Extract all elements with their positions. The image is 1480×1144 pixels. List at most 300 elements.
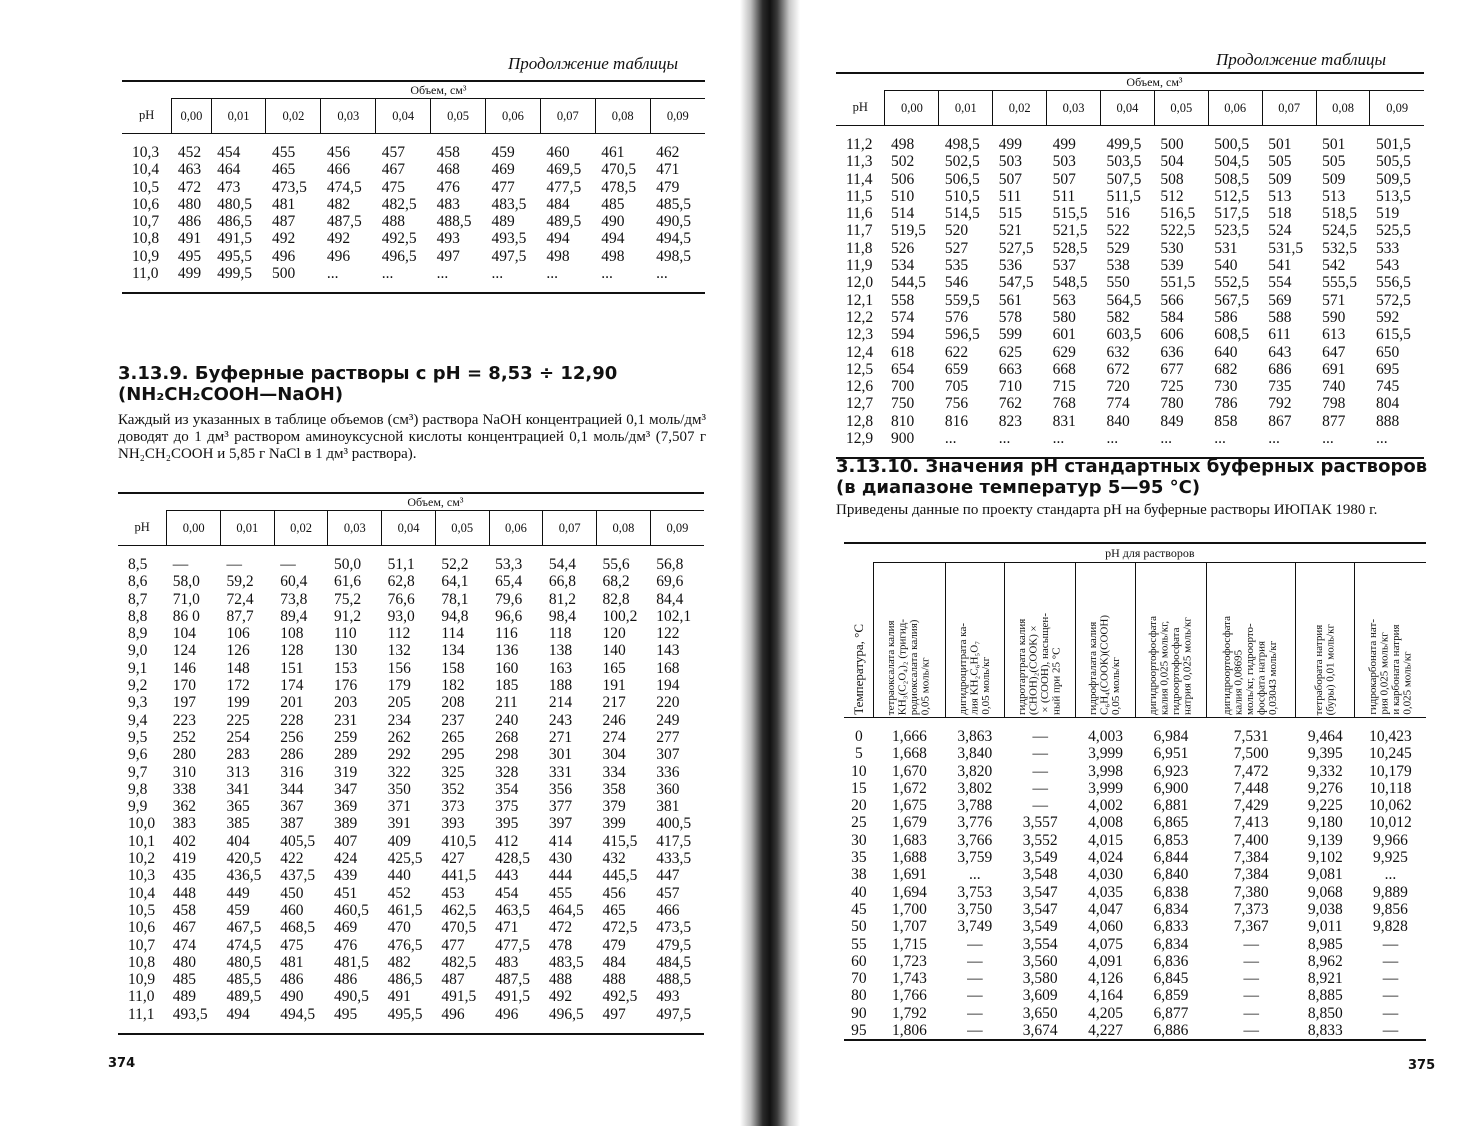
ph-value-cell: 1,715 xyxy=(892,935,927,953)
volume-cell: 498,5 xyxy=(944,136,980,153)
volume-cell: 672 xyxy=(1106,360,1130,378)
ph-value-cell: 6,836 xyxy=(1153,952,1189,970)
ph-value-cell: 6,865 xyxy=(1153,814,1189,832)
ph-value-cell: 10,179 xyxy=(1369,762,1412,780)
volume-cell: 65,4 xyxy=(495,573,523,591)
ph-value-cell: 3,802 xyxy=(957,779,993,797)
temperature-cell: 45 xyxy=(851,900,867,918)
ph-value-cell: 9,102 xyxy=(1307,849,1343,867)
ph-value-cell: 1,666 xyxy=(892,728,927,745)
volume-cell: 485 xyxy=(601,195,625,213)
volume-cell: 483,5 xyxy=(491,195,527,213)
volume-cell: 629 xyxy=(1052,343,1076,361)
volume-cell: 358 xyxy=(602,780,626,798)
volume-cell: 792 xyxy=(1268,395,1292,413)
volume-cell: 481 xyxy=(271,195,296,213)
table-row xyxy=(836,344,1424,361)
volume-cell: 491,5 xyxy=(217,230,252,248)
volume-cell: 160 xyxy=(495,659,519,677)
volume-cell: 473,5 xyxy=(271,178,307,196)
volume-cell: 50,0 xyxy=(333,556,362,573)
ph-value-cell: 3,766 xyxy=(957,831,993,849)
column-header: дигидроортофосфата калия 0,025 моль/кг, гидроортофосфата натрия 0,025 моль/кг xyxy=(1135,563,1207,718)
volume-cell: 473,5 xyxy=(656,919,692,937)
ph-value-cell: 6,833 xyxy=(1153,918,1189,936)
volume-cell: 395 xyxy=(495,815,519,833)
volume-cell: 447 xyxy=(656,867,680,885)
column-header: 0,00 xyxy=(167,511,221,546)
column-header: дигидроортофосфата калия 0,08695 моль/кг, гидроорто- фосфата натрия 0,03043 моль/кг xyxy=(1207,563,1296,718)
ph-value-cell: — xyxy=(1243,935,1259,953)
ph-value-cell: 3,998 xyxy=(1088,762,1123,780)
ph-value-cell: — xyxy=(1382,970,1399,988)
section-title: 3.13.9. Буферные растворы с pH = 8,53 ÷ 12,90 (NH₂CH₂COOH—NaOH) xyxy=(118,363,618,405)
volume-cell: 341 xyxy=(226,780,250,798)
ph-value-cell: — xyxy=(1032,728,1048,745)
volume-cell: 494 xyxy=(546,230,570,248)
ph-cell: 11,2 xyxy=(846,136,873,153)
volume-cell: 310 xyxy=(172,763,197,781)
table-row xyxy=(844,936,1426,953)
volume-cell: 477,5 xyxy=(546,178,582,196)
volume-cell: 504,5 xyxy=(1214,153,1250,171)
ph-value-cell: 4,003 xyxy=(1088,728,1123,745)
volume-cell: 601 xyxy=(1052,326,1076,344)
volume-cell: 512,5 xyxy=(1214,187,1250,205)
volume-cell: 73,8 xyxy=(280,590,308,608)
section-title: 3.13.10. Значения pH стандартных буферных растворов (в диапазоне температур 5—95 °C) xyxy=(836,456,1428,498)
volume-cell: 484 xyxy=(546,195,570,213)
volume-cell: — xyxy=(280,556,296,573)
ph-value-cell: 9,139 xyxy=(1307,831,1343,849)
volume-cell: 301 xyxy=(548,746,573,764)
ph-value-cell: 1,670 xyxy=(892,762,927,780)
volume-cell: 64,1 xyxy=(441,573,469,591)
volume-cell: 435 xyxy=(172,867,197,885)
ph-value-cell: 1,668 xyxy=(892,745,927,763)
volume-cell: 124 xyxy=(172,642,197,660)
volume-cell: 521,5 xyxy=(1052,222,1088,240)
volume-cell: 387 xyxy=(280,815,304,833)
table-row xyxy=(844,884,1426,901)
volume-cell: 283 xyxy=(226,746,250,764)
table-row xyxy=(118,971,704,988)
volume-cell: 496 xyxy=(495,1005,519,1023)
ph-cell: 12,7 xyxy=(846,395,874,413)
volume-cell: 488 xyxy=(381,213,405,231)
volume-cell: 55,6 xyxy=(602,556,630,573)
column-header: 0,09 xyxy=(1370,91,1424,126)
volume-cell: 479 xyxy=(602,936,626,954)
table-row xyxy=(844,918,1426,935)
volume-cell: 156 xyxy=(387,659,411,677)
volume-cell: 849 xyxy=(1160,412,1184,430)
ph-value-cell: 4,205 xyxy=(1088,1004,1123,1022)
ph-value-cell: 3,863 xyxy=(957,728,993,745)
volume-cell: 68,2 xyxy=(602,573,630,591)
volume-cell: 756 xyxy=(944,395,969,413)
volume-cell: 433,5 xyxy=(656,850,692,868)
volume-cell: 59,2 xyxy=(226,573,254,591)
volume-cell: 367 xyxy=(280,798,304,816)
volume-cell: 470,5 xyxy=(441,919,477,937)
volume-cell: 596,5 xyxy=(944,326,980,344)
volume-cell: ... xyxy=(656,265,668,283)
column-header: 0,06 xyxy=(489,511,543,546)
volume-cell: 208 xyxy=(441,694,465,712)
ph-value-cell: 3,999 xyxy=(1088,745,1123,763)
volume-cell: 511 xyxy=(998,187,1022,205)
table-row xyxy=(836,222,1424,239)
volume-cell: 474,5 xyxy=(226,936,262,954)
volume-cell: 492 xyxy=(548,988,573,1006)
volume-cell: 454 xyxy=(495,884,519,902)
ph-value-cell: 7,380 xyxy=(1233,883,1269,901)
ph-value-cell: 4,002 xyxy=(1088,797,1123,815)
ph-value-cell: 7,373 xyxy=(1233,900,1269,918)
volume-cell: 379 xyxy=(602,798,626,816)
ph-cell: 11,0 xyxy=(132,265,159,283)
temperature-cell: 90 xyxy=(851,1004,867,1022)
volume-cell: 831 xyxy=(1052,412,1076,430)
section-description: Каждый из указанных в таблице объемов (см³) раствора NaOH концентрацией 0,1 моль/дм³ доводят до 1 дм³ раствором аминоуксусной кислоты концентрацией 0,1 моль/дм³ (7,507 г NH₂CH₂COOH и 5,85 г NaCl в 1 дм³ раствора). xyxy=(118,412,706,462)
volume-cell: 478,5 xyxy=(601,178,637,196)
volume-cell: 686 xyxy=(1268,360,1292,378)
volume-cell: ... xyxy=(1268,430,1280,448)
volume-cell: 455 xyxy=(271,144,296,161)
ph-cell: 10,2 xyxy=(128,850,156,868)
volume-cell: 480,5 xyxy=(226,953,262,971)
volume-cell: 106 xyxy=(226,625,250,643)
volume-cell: 490 xyxy=(280,988,304,1006)
volume-cell: 618 xyxy=(890,343,915,361)
volume-cell: 194 xyxy=(656,677,680,695)
table-row xyxy=(844,849,1426,866)
volume-cell: 93,0 xyxy=(387,607,415,625)
ph-value-cell: 6,900 xyxy=(1153,779,1189,797)
volume-cell: 858 xyxy=(1214,412,1238,430)
volume-cell: 262 xyxy=(387,728,411,746)
volume-cell: 735 xyxy=(1268,378,1292,396)
volume-cell: 816 xyxy=(944,412,969,430)
volume-cell: 480 xyxy=(177,195,202,213)
ph-cell: 10,8 xyxy=(128,953,156,971)
ph-value-cell: — xyxy=(1243,1022,1259,1040)
ph-value-cell: — xyxy=(967,987,983,1005)
ph-value-cell: 7,500 xyxy=(1233,745,1269,763)
volume-cell: 588 xyxy=(1268,308,1292,326)
volume-cell: 499 xyxy=(177,265,202,283)
volume-cell: 514 xyxy=(890,205,915,223)
volume-cell: ... xyxy=(944,430,957,448)
table-row xyxy=(118,591,704,608)
table-row xyxy=(118,712,704,729)
volume-cell: 316 xyxy=(280,763,304,781)
volume-cell: 509 xyxy=(1268,170,1292,188)
ph-value-cell: 9,332 xyxy=(1307,762,1343,780)
volume-cell: 538 xyxy=(1106,257,1130,275)
volume-cell: 578 xyxy=(998,308,1022,326)
standard-buffer-ph-table xyxy=(844,542,1426,1041)
ph-value-cell: 6,886 xyxy=(1153,1022,1189,1040)
column-header: pH xyxy=(852,100,868,115)
ph-value-cell: — xyxy=(967,1004,983,1022)
volume-cell: 128 xyxy=(280,642,304,660)
volume-cell: 730 xyxy=(1214,378,1238,396)
volume-cell: 518 xyxy=(1268,205,1292,223)
volume-cell: 527 xyxy=(944,239,969,257)
group-header: pH для растворов xyxy=(874,543,1426,563)
volume-cell: 518,5 xyxy=(1322,205,1357,223)
volume-cell: 334 xyxy=(602,763,626,781)
ph-value-cell: 1,700 xyxy=(892,900,927,918)
volume-cell: 762 xyxy=(998,395,1022,413)
volume-cell: 525,5 xyxy=(1375,222,1411,240)
volume-cell: 482 xyxy=(326,195,351,213)
ph-cell: 10,5 xyxy=(128,901,156,919)
volume-cell: 496 xyxy=(441,1005,465,1023)
ph-value-cell: 7,384 xyxy=(1233,849,1269,867)
ph-value-cell: 4,008 xyxy=(1088,814,1123,832)
volume-cell: 298 xyxy=(495,746,519,764)
volume-cell: 371 xyxy=(387,798,411,816)
volume-cell: 497 xyxy=(436,247,460,265)
volume-cell: 449 xyxy=(226,884,250,902)
ph-cell: 11,0 xyxy=(128,988,155,1006)
volume-cell: 134 xyxy=(441,642,465,660)
volume-cell: 526 xyxy=(890,239,915,257)
volume-cell: 466 xyxy=(656,901,680,919)
volume-cell: 498 xyxy=(890,136,915,153)
volume-cell: ... xyxy=(491,265,504,283)
column-header: 0,00 xyxy=(885,91,939,126)
volume-cell: 82,8 xyxy=(602,590,630,608)
volume-cell: 539 xyxy=(1160,257,1184,275)
volume-cell: 153 xyxy=(333,659,358,677)
volume-cell: 750 xyxy=(890,395,915,413)
volume-cell: 249 xyxy=(656,711,680,729)
volume-cell: 798 xyxy=(1322,395,1346,413)
ph-cell: 8,8 xyxy=(128,607,148,625)
volume-cell: 325 xyxy=(441,763,465,781)
volume-cell: 404 xyxy=(226,832,250,850)
volume-cell: 112 xyxy=(387,625,411,643)
volume-cell: 567,5 xyxy=(1214,291,1250,309)
ph-value-cell: 9,464 xyxy=(1307,728,1343,745)
volume-cell: 559,5 xyxy=(944,291,980,309)
volume-cell: 543 xyxy=(1375,257,1400,275)
column-header: 0,02 xyxy=(266,99,321,134)
volume-cell: 720 xyxy=(1106,378,1130,396)
ph-cell: 9,1 xyxy=(128,659,148,677)
table-row xyxy=(844,866,1426,883)
table-row xyxy=(118,815,704,832)
volume-cell: 462,5 xyxy=(441,901,477,919)
volume-cell: 457 xyxy=(381,144,405,161)
temperature-cell: 50 xyxy=(851,918,867,936)
ph-cell: 10,0 xyxy=(128,815,156,833)
volume-cell: 199 xyxy=(226,694,250,712)
volume-cell: 495 xyxy=(177,247,202,265)
table-row xyxy=(844,797,1426,814)
temperature-cell: 20 xyxy=(851,797,867,815)
volume-cell: 574 xyxy=(890,308,915,326)
volume-cell: 512 xyxy=(1160,187,1184,205)
volume-cell: 52,2 xyxy=(441,556,469,573)
volume-cell: 489 xyxy=(172,988,197,1006)
volume-cell: 375 xyxy=(495,798,519,816)
volume-cell: 506,5 xyxy=(944,170,980,188)
volume-cell: 463 xyxy=(177,161,202,179)
volume-cell: 498 xyxy=(601,247,625,265)
volume-cell: 745 xyxy=(1375,378,1400,396)
volume-cell: 486 xyxy=(280,971,304,989)
ph-value-cell: 9,038 xyxy=(1307,900,1343,918)
ph-value-cell: 6,845 xyxy=(1153,970,1189,988)
volume-cell: 405,5 xyxy=(280,832,316,850)
column-header: 0,07 xyxy=(1262,91,1316,126)
table-row xyxy=(122,196,705,213)
volume-cell: 120 xyxy=(602,625,626,643)
volume-cell: 185 xyxy=(495,677,519,695)
volume-cell: 365 xyxy=(226,798,250,816)
volume-cell: 522,5 xyxy=(1160,222,1196,240)
ph-value-cell: 3,549 xyxy=(1022,918,1058,936)
column-header: 0,06 xyxy=(485,99,540,134)
volume-cell: 603,5 xyxy=(1106,326,1142,344)
volume-cell: 89,4 xyxy=(280,607,308,625)
column-header: 0,07 xyxy=(543,511,597,546)
volume-cell: 470 xyxy=(387,919,411,937)
volume-cell: 489 xyxy=(491,213,515,231)
volume-cell: 505 xyxy=(1268,153,1292,171)
volume-cell: 867 xyxy=(1268,412,1292,430)
volume-cell: 877 xyxy=(1322,412,1346,430)
ph-value-cell: 3,548 xyxy=(1022,866,1058,884)
volume-cell: 483 xyxy=(436,195,460,213)
volume-cell: 475 xyxy=(280,936,304,954)
volume-cell: 498,5 xyxy=(656,247,691,265)
volume-cell: 488 xyxy=(602,971,626,989)
volume-cell: 451 xyxy=(333,884,358,902)
volume-cell: 492 xyxy=(271,230,296,248)
table-row xyxy=(836,136,1424,153)
volume-cell: 516,5 xyxy=(1160,205,1196,223)
volume-cell: 550 xyxy=(1106,274,1130,292)
table-row xyxy=(122,213,705,230)
volume-cell: 486 xyxy=(177,213,202,231)
ph-value-cell: 4,060 xyxy=(1088,918,1123,936)
volume-cell: 402 xyxy=(172,832,197,850)
volume-cell: 458 xyxy=(436,144,460,161)
table-row xyxy=(836,274,1424,291)
volume-cell: 158 xyxy=(441,659,465,677)
volume-cell: 225 xyxy=(226,711,250,729)
volume-cell: 500 xyxy=(1160,136,1184,153)
volume-cell: 786 xyxy=(1214,395,1238,413)
table-row xyxy=(118,850,704,867)
volume-cell: 336 xyxy=(656,763,680,781)
column-header: 0,02 xyxy=(993,91,1047,126)
volume-cell: 352 xyxy=(441,780,465,798)
volume-cell: 463,5 xyxy=(495,901,530,919)
volume-cell: 87,7 xyxy=(226,607,254,625)
ph-cell: 11,4 xyxy=(846,170,873,188)
volume-cell: 130 xyxy=(333,642,358,660)
table-row xyxy=(122,230,705,247)
volume-cell: 569 xyxy=(1268,291,1292,309)
volume-cell: 823 xyxy=(998,412,1022,430)
volume-cell: 490,5 xyxy=(333,988,369,1006)
volume-cell: 647 xyxy=(1322,343,1346,361)
volume-cell: 501 xyxy=(1268,136,1292,153)
volume-cell: 132 xyxy=(387,642,411,660)
volume-cell: ... xyxy=(326,265,339,283)
temperature-cell: 10 xyxy=(851,762,867,780)
volume-cell: 586 xyxy=(1214,308,1238,326)
temperature-cell: 15 xyxy=(851,779,867,797)
volume-cell: 611 xyxy=(1268,326,1291,344)
ph-cell: 9,4 xyxy=(128,711,148,729)
volume-cell: 58,0 xyxy=(172,573,200,591)
temperature-cell: 0 xyxy=(854,728,863,745)
column-header: 0,04 xyxy=(1101,91,1155,126)
volume-cell: 98,4 xyxy=(548,607,576,625)
volume-table-continued xyxy=(836,72,1424,459)
volume-cell: 510,5 xyxy=(944,187,980,205)
table-row xyxy=(118,954,704,971)
volume-cell: 531,5 xyxy=(1268,239,1304,257)
volume-cell: 507 xyxy=(998,170,1022,188)
ph-value-cell: 9,180 xyxy=(1307,814,1343,832)
volume-cell: 499,5 xyxy=(217,265,252,283)
ph-cell: 11,8 xyxy=(846,239,873,257)
volume-cell: 695 xyxy=(1375,360,1400,378)
volume-cell: 534 xyxy=(890,257,915,275)
ph-value-cell: 8,962 xyxy=(1307,952,1343,970)
volume-cell: 407 xyxy=(333,832,358,850)
volume-cell: 571 xyxy=(1322,291,1346,309)
ph-value-cell: 4,047 xyxy=(1088,900,1123,918)
volume-cell: 900 xyxy=(890,430,915,448)
volume-cell: 414 xyxy=(548,832,573,850)
volume-cell: 313 xyxy=(226,763,250,781)
volume-cell: 369 xyxy=(333,798,358,816)
continuation-label: Продолжение таблицы xyxy=(508,54,679,73)
volume-cell: 551,5 xyxy=(1160,274,1196,292)
volume-cell: 422 xyxy=(280,850,304,868)
table-row xyxy=(844,987,1426,1004)
ph-value-cell: 4,091 xyxy=(1088,952,1123,970)
table-row xyxy=(118,642,704,659)
volume-cell: 524 xyxy=(1268,222,1292,240)
temperature-cell: 60 xyxy=(851,952,867,970)
ph-value-cell: 3,753 xyxy=(957,883,993,901)
volume-cell: 60,4 xyxy=(280,573,308,591)
volume-cell: 458 xyxy=(172,901,197,919)
ph-cell: 9,6 xyxy=(128,746,148,764)
volume-cell: 439 xyxy=(333,867,358,885)
ph-value-cell: 1,688 xyxy=(892,849,927,867)
volume-cell: 514,5 xyxy=(944,205,980,223)
volume-cell: ... xyxy=(1322,430,1334,448)
volume-cell: 469 xyxy=(333,919,358,937)
volume-cell: 483 xyxy=(495,953,519,971)
volume-cell: 552,5 xyxy=(1214,274,1250,292)
volume-cell: 477 xyxy=(441,936,465,954)
volume-cell: — xyxy=(172,556,189,573)
volume-cell: 606 xyxy=(1160,326,1184,344)
